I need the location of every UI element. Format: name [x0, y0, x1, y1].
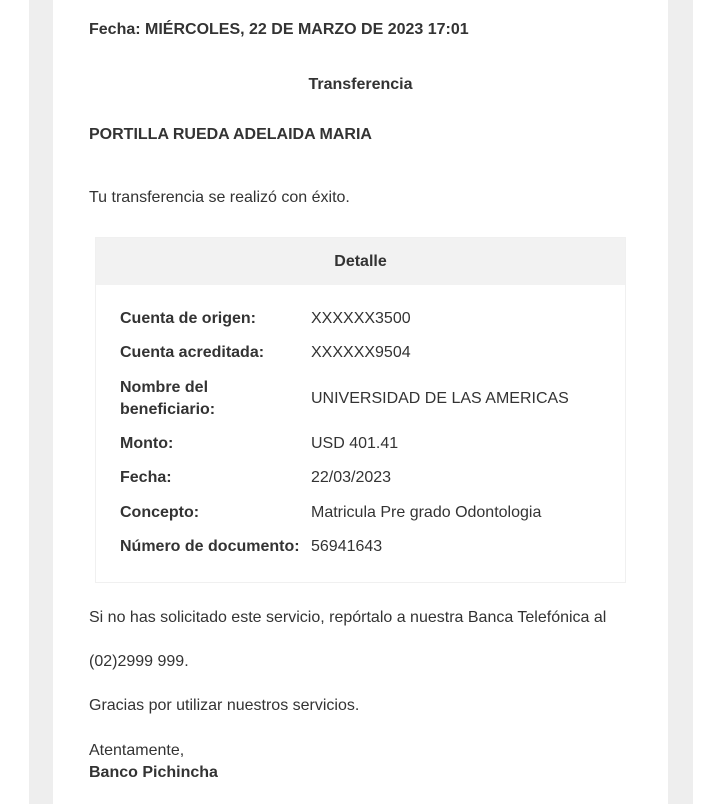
label-cuenta-origen: Cuenta de origen:	[120, 310, 257, 327]
value-fecha: 22/03/2023	[311, 469, 392, 486]
transaction-type: Transferencia	[308, 76, 413, 93]
fecha-line: Fecha: MIÉRCOLES, 22 DE MARZO DE 2023 17:01	[89, 21, 469, 38]
detail-title: Detalle	[96, 238, 625, 285]
value-cuenta-acreditada: XXXXXX9504	[311, 344, 411, 361]
label-numero-documento: Número de documento:	[120, 538, 300, 555]
label-monto: Monto:	[120, 435, 174, 452]
customer-name: PORTILLA RUEDA ADELAIDA MARIA	[89, 126, 372, 143]
value-cuenta-origen: XXXXXX3500	[311, 310, 411, 327]
phone-number: (02)2999 999.	[89, 653, 189, 670]
value-nombre-beneficiario: UNIVERSIDAD DE LAS AMERICAS	[311, 390, 569, 407]
success-message: Tu transferencia se realizó con éxito.	[89, 189, 350, 206]
bank-signature: Banco Pichincha	[89, 764, 218, 781]
value-concepto: Matricula Pre grado Odontologia	[311, 504, 542, 521]
value-monto: USD 401.41	[311, 435, 399, 452]
closing: Atentamente,	[89, 742, 185, 759]
label-cuenta-acreditada: Cuenta acreditada:	[120, 344, 265, 361]
value-numero-documento: 56941643	[311, 538, 383, 555]
report-notice: Si no has solicitado este servicio, repórtalo a nuestra Banca Telefónica al	[89, 609, 607, 626]
label-nombre-beneficiario: Nombre del beneficiario:	[120, 379, 216, 418]
thanks-message: Gracias por utilizar nuestros servicios.	[89, 697, 360, 714]
label-fecha: Fecha:	[120, 469, 172, 486]
label-concepto: Concepto:	[120, 504, 200, 521]
